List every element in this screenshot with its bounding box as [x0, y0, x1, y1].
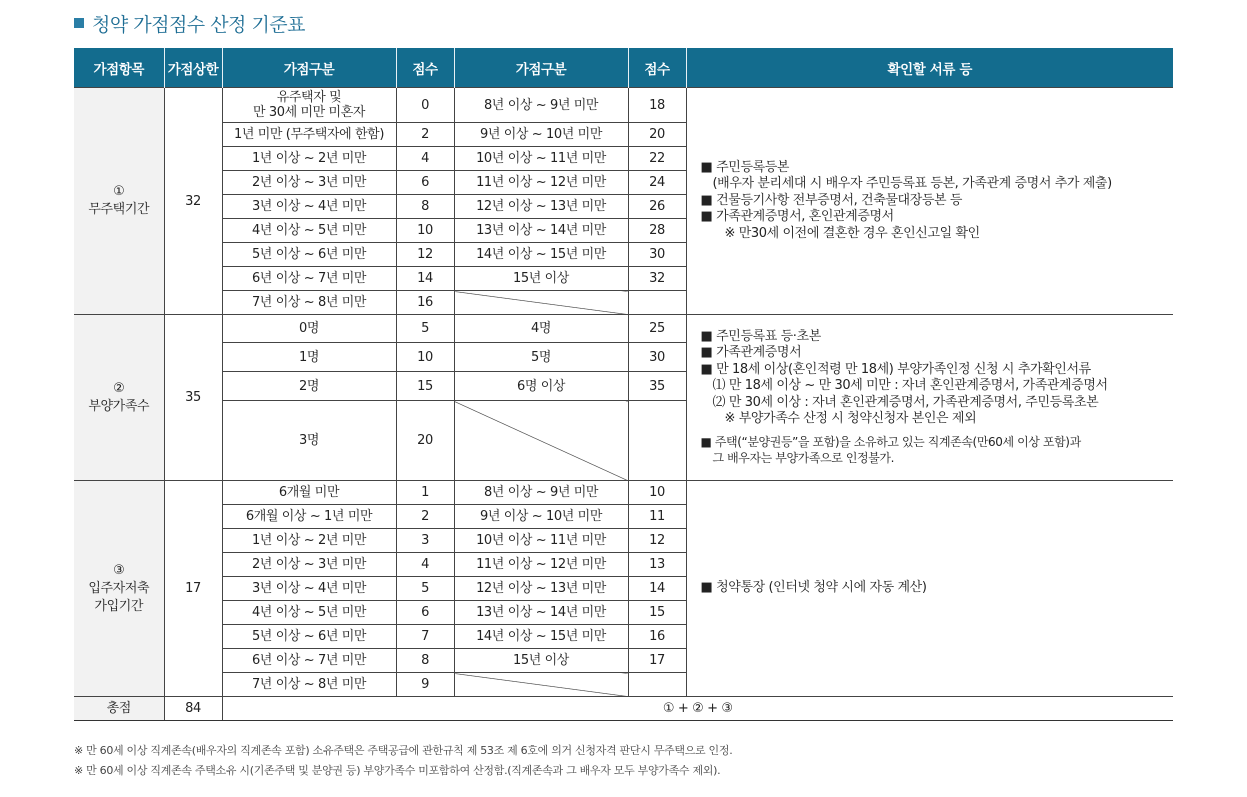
total-cap: 84 [164, 697, 222, 721]
criteria-cell: 6년 이상 ~ 7년 미만 [222, 267, 396, 291]
category-number: ① [113, 184, 125, 199]
criteria-cell: 12년 이상 ~ 13년 미만 [454, 195, 628, 219]
documents-cell [686, 315, 1173, 481]
documents-cell [686, 88, 1173, 315]
criteria-cell: 1년 미만 (무주택자에 한함) [222, 123, 396, 147]
doc-item: (배우자 분리세대 시 배우자 주민등록표 등본, 가족관계 증명서 추가 제출) [712, 176, 1112, 192]
criteria-cell: 5명 [454, 343, 628, 372]
score-cell: 6 [396, 171, 454, 195]
total-label: 총점 [74, 697, 164, 721]
criteria-cell: 5년 이상 ~ 6년 미만 [222, 243, 396, 267]
score-cell: 30 [628, 243, 686, 267]
doc-note: ※ 부양가족수 산정 시 청약신청자 본인은 제외 [724, 411, 977, 426]
score-cell: 8 [396, 195, 454, 219]
empty-cell [628, 291, 686, 315]
criteria-cell: 3년 이상 ~ 4년 미만 [222, 195, 396, 219]
doc-item: 그 배우자는 부양가족으로 인정불가. [712, 451, 895, 465]
criteria-cell: 4년 이상 ~ 5년 미만 [222, 219, 396, 243]
page-title-text: 청약 가점점수 산정 기준표 [92, 13, 306, 36]
category-name: 무주택기간 [88, 202, 150, 217]
score-cell: 1 [396, 481, 454, 505]
criteria-cell: 3년 이상 ~ 4년 미만 [222, 577, 396, 601]
doc-note: ※ 만30세 이전에 결혼한 경우 혼인신고일 확인 [724, 225, 980, 241]
category-cell [74, 88, 164, 315]
score-cell: 5 [396, 577, 454, 601]
score-cell: 2 [396, 123, 454, 147]
score-cell: 10 [396, 219, 454, 243]
criteria-cell: 6년 이상 ~ 7년 미만 [222, 649, 396, 673]
score-cell: 10 [396, 343, 454, 372]
score-cell: 16 [396, 291, 454, 315]
category-name: 가입기간 [94, 598, 144, 614]
criteria-cell: 11년 이상 ~ 12년 미만 [454, 553, 628, 577]
score-cell: 11 [628, 505, 686, 529]
empty-diagonal-cell [454, 291, 628, 315]
criteria-cell [222, 88, 396, 123]
header-score-1: 점수 [396, 48, 454, 88]
documents-cell [686, 481, 1173, 697]
category-number: ② [113, 380, 125, 396]
criteria-cell: 8년 이상 ~ 9년 미만 [454, 481, 628, 505]
score-cell: 13 [628, 553, 686, 577]
category-cell [74, 481, 164, 697]
criteria-cell: 1년 이상 ~ 2년 미만 [222, 147, 396, 171]
footnote: ※ 만 60세 이상 직계존속 주택소유 시(기존주택 및 분양권 등) 부양가족수 미포함하여 산정함.(직계존속과 그 배우자 모두 부양가족수 제외). [74, 763, 721, 777]
criteria-cell: 1년 이상 ~ 2년 미만 [222, 529, 396, 553]
score-cell: 22 [628, 147, 686, 171]
score-cell: 16 [628, 625, 686, 649]
score-cell: 2 [396, 505, 454, 529]
total-formula: ① + ② + ③ [222, 697, 1173, 721]
criteria-cell: 6개월 미만 [222, 481, 396, 505]
criteria-cell: 12년 이상 ~ 13년 미만 [454, 577, 628, 601]
score-cell: 25 [628, 315, 686, 343]
score-cell: 10 [628, 481, 686, 505]
score-cell: 6 [396, 601, 454, 625]
category-name: 부양가족수 [88, 398, 150, 414]
cap-cell: 32 [164, 88, 222, 315]
cap-cell: 35 [164, 315, 222, 481]
criteria-cell: 9년 이상 ~ 10년 미만 [454, 123, 628, 147]
doc-item: ■ 주택(“분양권등”을 포함)을 소유하고 있는 직계존속(만60세 이상 포함)과 [701, 434, 1174, 451]
criteria-cell: 13년 이상 ~ 14년 미만 [454, 601, 628, 625]
header-score-2: 점수 [628, 48, 686, 88]
empty-diagonal-cell [454, 673, 628, 697]
category-cell [74, 315, 164, 481]
criteria-cell: 7년 이상 ~ 8년 미만 [222, 291, 396, 315]
criteria-cell: 3명 [222, 401, 396, 481]
score-cell: 4 [396, 553, 454, 577]
header-row [74, 48, 1173, 88]
score-cell: 15 [396, 372, 454, 401]
table-row [74, 315, 1173, 343]
score-cell: 32 [628, 267, 686, 291]
score-cell: 12 [628, 529, 686, 553]
criteria-cell: 14년 이상 ~ 15년 미만 [454, 243, 628, 267]
footnotes [74, 741, 732, 780]
criteria-cell: 2년 이상 ~ 3년 미만 [222, 171, 396, 195]
header-criteria-1: 가점구분 [222, 48, 396, 88]
score-cell: 15 [628, 601, 686, 625]
score-cell: 12 [396, 243, 454, 267]
criteria-line: 만 30세 미만 미혼자 [252, 105, 366, 120]
score-cell: 8 [396, 649, 454, 673]
category-name: 입주자저축 [88, 580, 150, 596]
criteria-cell: 2명 [222, 372, 396, 401]
score-cell: 4 [396, 147, 454, 171]
score-cell: 9 [396, 673, 454, 697]
score-cell: 28 [628, 219, 686, 243]
criteria-cell: 5년 이상 ~ 6년 미만 [222, 625, 396, 649]
doc-item: ■ 만 18세 이상(혼인적령 만 18세) 부양가족인정 신청 시 추가확인서류 [701, 362, 1174, 379]
score-cell: 26 [628, 195, 686, 219]
category-number: ③ [113, 562, 125, 578]
criteria-cell: 4년 이상 ~ 5년 미만 [222, 601, 396, 625]
criteria-cell: 6명 이상 [454, 372, 628, 401]
criteria-cell: 13년 이상 ~ 14년 미만 [454, 219, 628, 243]
doc-item: ■ 가족관계증명서 [701, 345, 1174, 362]
score-cell: 17 [628, 649, 686, 673]
doc-item: ■ 주민등록표 등·초본 [701, 329, 1174, 346]
score-cell: 30 [628, 343, 686, 372]
doc-subitem: ⑵ 만 30세 이상 : 자녀 혼인관계증명서, 가족관계증명서, 주민등록초본 [712, 394, 1099, 410]
criteria-cell: 2년 이상 ~ 3년 미만 [222, 553, 396, 577]
header-category: 가점항목 [74, 48, 164, 88]
score-cell: 14 [628, 577, 686, 601]
score-table [74, 48, 1173, 721]
criteria-cell: 8년 이상 ~ 9년 미만 [454, 88, 628, 123]
score-cell: 5 [396, 315, 454, 343]
score-cell: 18 [628, 88, 686, 123]
criteria-cell: 10년 이상 ~ 11년 미만 [454, 147, 628, 171]
criteria-cell: 14년 이상 ~ 15년 미만 [454, 625, 628, 649]
header-documents: 확인할 서류 등 [686, 48, 1173, 88]
criteria-cell: 11년 이상 ~ 12년 미만 [454, 171, 628, 195]
table-row [74, 88, 1173, 123]
cap-cell: 17 [164, 481, 222, 697]
page-title [74, 9, 305, 37]
score-cell: 7 [396, 625, 454, 649]
criteria-cell: 0명 [222, 315, 396, 343]
doc-item: ■ 가족관계증명서, 혼인관계증명서 [701, 209, 1174, 226]
empty-cell [628, 401, 686, 481]
criteria-cell: 7년 이상 ~ 8년 미만 [222, 673, 396, 697]
score-cell: 20 [628, 123, 686, 147]
doc-item: ■ 건물등기사항 전부증명서, 건축물대장등본 등 [701, 193, 1174, 210]
score-cell: 3 [396, 529, 454, 553]
square-bullet-icon [74, 18, 84, 28]
criteria-cell: 1명 [222, 343, 396, 372]
header-criteria-2: 가점구분 [454, 48, 628, 88]
criteria-cell: 15년 이상 [454, 267, 628, 291]
score-cell: 0 [396, 88, 454, 123]
doc-item: ■ 청약통장 (인터넷 청약 시에 자동 계산) [701, 580, 1174, 597]
table-row [74, 481, 1173, 505]
empty-diagonal-cell [454, 401, 628, 481]
score-cell: 24 [628, 171, 686, 195]
header-cap: 가점상한 [164, 48, 222, 88]
score-cell: 20 [396, 401, 454, 481]
criteria-cell: 6개월 이상 ~ 1년 미만 [222, 505, 396, 529]
empty-cell [628, 673, 686, 697]
criteria-cell: 4명 [454, 315, 628, 343]
score-cell: 35 [628, 372, 686, 401]
score-cell: 14 [396, 267, 454, 291]
criteria-cell: 10년 이상 ~ 11년 미만 [454, 529, 628, 553]
criteria-cell: 15년 이상 [454, 649, 628, 673]
doc-subitem: ⑴ 만 18세 이상 ~ 만 30세 미만 : 자녀 혼인관계증명서, 가족관계증명서 [712, 378, 1108, 393]
doc-item: ■ 주민등록등본 [701, 160, 1174, 177]
criteria-line: 유주택자 및 [276, 90, 342, 105]
footnote: ※ 만 60세 이상 직계존속(배우자의 직계존속 포함) 소유주택은 주택공급에 관한규칙 제 53조 제 6호에 의거 신청자격 판단시 무주택으로 인정. [74, 744, 733, 757]
criteria-cell: 9년 이상 ~ 10년 미만 [454, 505, 628, 529]
total-row [74, 697, 1173, 721]
